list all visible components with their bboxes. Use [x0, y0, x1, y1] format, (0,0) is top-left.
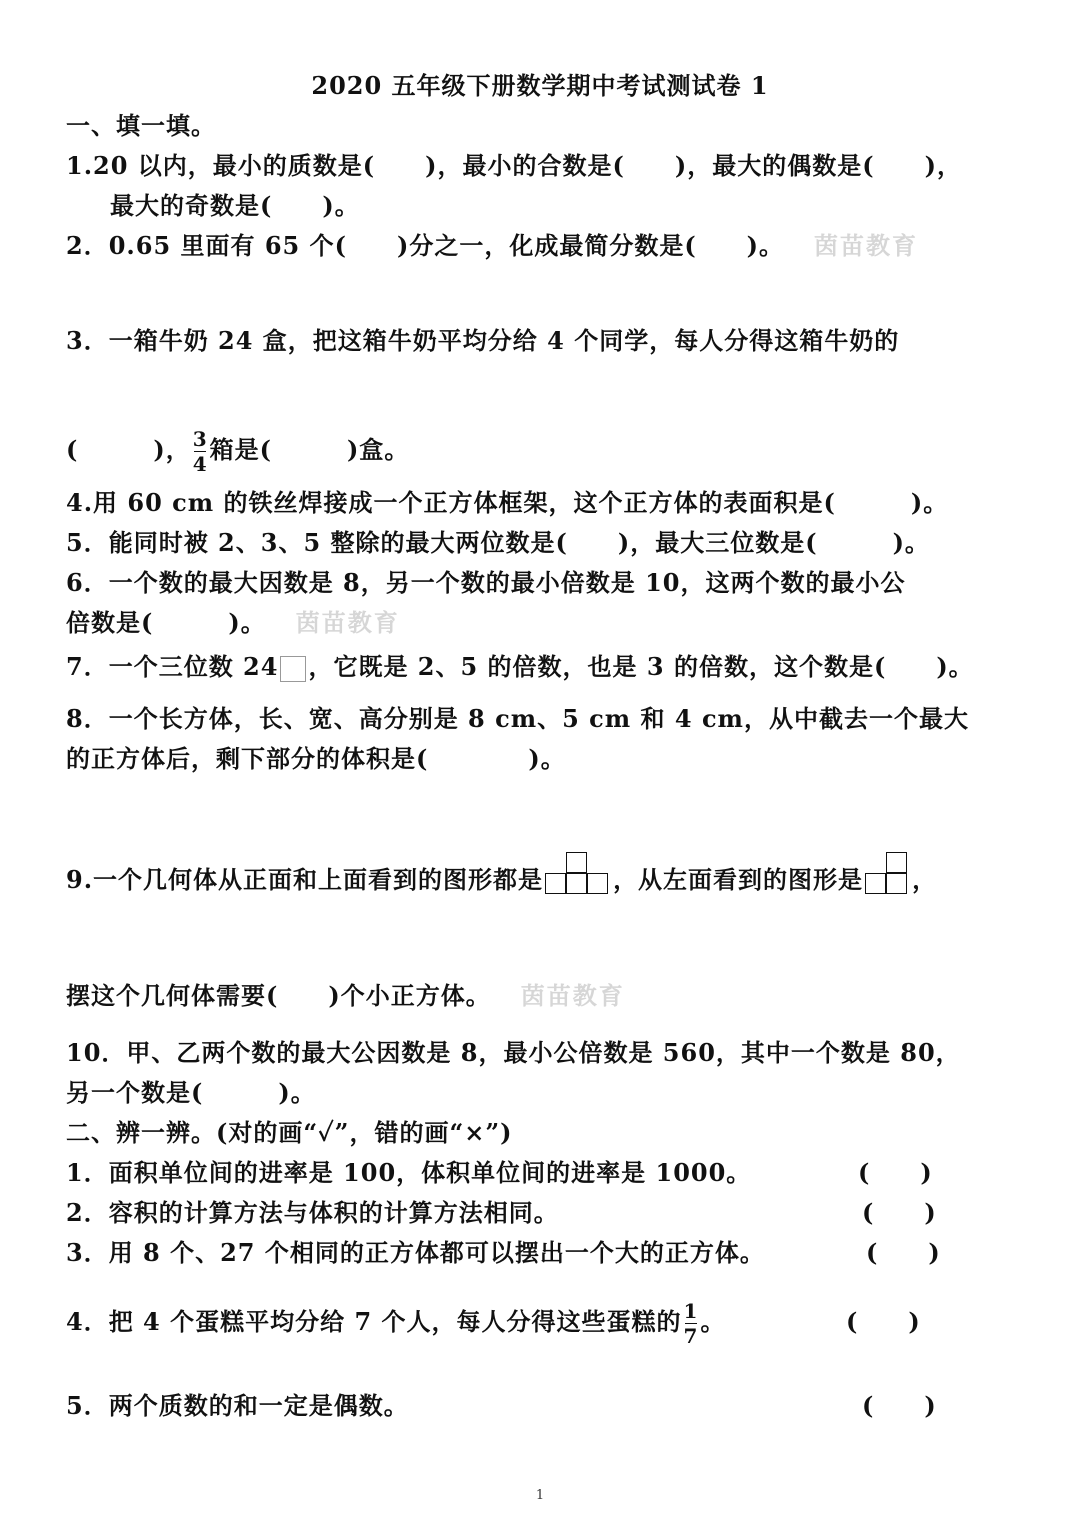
question-1-line2: 最大的奇数是( )。: [110, 191, 360, 220]
fraction-numerator: 3: [192, 427, 208, 451]
question-2-text: 2．0.65 里面有 65 个( )分之一，化成最简分数是( )。: [66, 231, 785, 260]
question-7-text-start: 7．一个三位数 24: [66, 652, 279, 681]
cube-cell: [865, 873, 886, 894]
judge-item-3: 3．用 8 个、27 个相同的正方体都可以摆出一个大的正方体。: [66, 1238, 765, 1267]
question-9-text-mid: ，从左面看到的图形是: [613, 865, 864, 894]
question-9-text: 摆这个几何体需要( )个小正方体。: [66, 981, 491, 1010]
question-9-line2: [66, 980, 625, 1012]
question-3-line1: 3．一箱牛奶 24 盒，把这箱牛奶平均分给 4 个同学，每人分得这箱牛奶的: [66, 326, 900, 355]
question-8-line1: 8．一个长方体，长、宽、高分别是 8 cm、5 cm 和 4 cm，从中截去一个最大: [66, 704, 969, 733]
watermark: 茵苗教育: [520, 981, 625, 1010]
cube-cell: [886, 873, 907, 894]
question-9-text-start: 9.一个几何体从正面和上面看到的图形都是: [66, 865, 544, 894]
question-2: [66, 230, 918, 262]
cube-cell: [587, 873, 608, 894]
fraction-three-quarters: [193, 427, 208, 476]
fraction-numerator: 1: [683, 1299, 699, 1323]
judge-item-5: 5．两个质数的和一定是偶数。: [66, 1391, 409, 1420]
cube-cell: [566, 852, 587, 873]
question-3-blank: ( )，: [66, 435, 191, 464]
question-1-line1: 1.20 以内，最小的质数是( )，最小的合数是( )，最大的偶数是( )，: [66, 151, 962, 180]
cube-cell: [566, 873, 587, 894]
question-7-text-end: ，它既是 2、5 的倍数，也是 3 的倍数，这个数是( )。: [308, 652, 974, 681]
page-number: 1: [535, 1488, 545, 1503]
judge-item-4: [66, 1292, 725, 1352]
question-6-line1: 6．一个数的最大因数是 8，另一个数的最小倍数是 10，这两个数的最小公: [66, 568, 906, 597]
question-3-line2: [66, 420, 409, 480]
watermark: 茵苗教育: [814, 231, 919, 260]
question-9-line1: [66, 852, 937, 896]
front-top-view-shape: [545, 852, 611, 896]
question-4: 4.用 60 cm 的铁丝焊接成一个正方体框架，这个正方体的表面积是( )。: [66, 488, 949, 517]
fraction-one-seventh: [684, 1299, 699, 1348]
judge-item-4-end: 。: [700, 1307, 726, 1336]
section1-heading: 一、填一填。: [66, 111, 216, 140]
judge-item-4-text: 4．把 4 个蛋糕平均分给 7 个人，每人分得这些蛋糕的: [66, 1307, 682, 1336]
left-view-shape: [865, 852, 910, 896]
watermark: 茵苗教育: [295, 608, 400, 637]
cube-cell: [545, 873, 566, 894]
question-10-line2: 另一个数是( )。: [66, 1078, 316, 1107]
fraction-denominator: 4: [192, 452, 208, 476]
question-8-line2: 的正方体后，剩下部分的体积是( )。: [66, 744, 566, 773]
question-10-line1: 10．甲、乙两个数的最大公因数是 8，最小公倍数是 560，其中一个数是 80，: [66, 1038, 961, 1067]
question-7: [66, 651, 974, 683]
judge-item-2: 2．容积的计算方法与体积的计算方法相同。: [66, 1198, 559, 1227]
answer-blank-4[interactable]: ( ): [846, 1307, 921, 1336]
answer-blank-2[interactable]: ( ): [862, 1198, 937, 1227]
question-6-text: 倍数是( )。: [66, 608, 266, 637]
question-9-text-end: ，: [912, 865, 938, 894]
answer-blank-3[interactable]: ( ): [866, 1238, 941, 1267]
digit-box: [280, 656, 306, 682]
fraction-denominator: 7: [683, 1324, 699, 1348]
page-title: 2020 五年级下册数学期中考试测试卷 1: [311, 71, 769, 100]
cube-cell: [886, 852, 907, 873]
section2-heading: 二、辨一辨。(对的画“✓”，错的画“×”): [66, 1118, 513, 1147]
judge-item-1: 1．面积单位间的进率是 100，体积单位间的进率是 1000。: [66, 1158, 752, 1187]
question-3-rest: 箱是( )盒。: [209, 435, 410, 464]
answer-blank-1[interactable]: ( ): [858, 1158, 933, 1187]
question-5: 5．能同时被 2、3、5 整除的最大两位数是( )，最大三位数是( )。: [66, 528, 930, 557]
answer-blank-5[interactable]: ( ): [862, 1391, 937, 1420]
question-6-line2: [66, 607, 400, 639]
